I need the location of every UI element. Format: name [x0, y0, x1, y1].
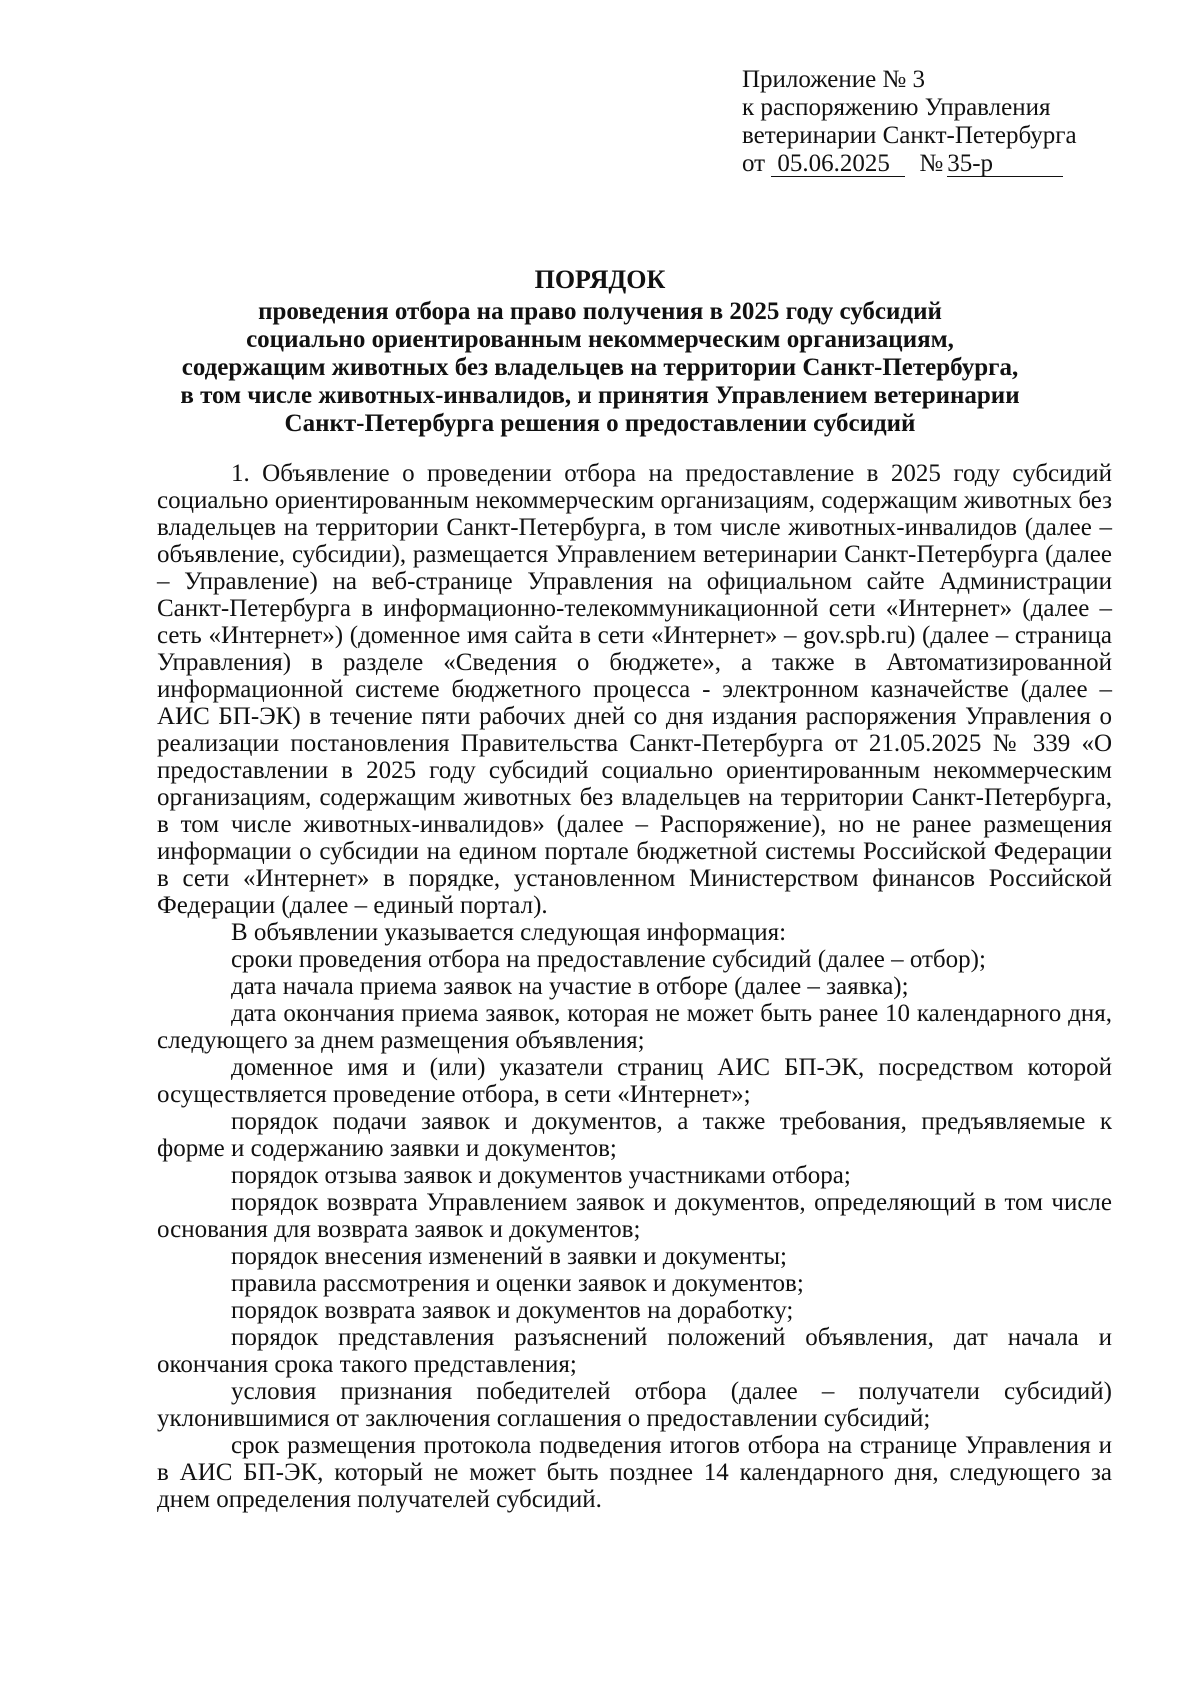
document-body: [157, 460, 1112, 1513]
order-number: 35-р: [947, 152, 1063, 177]
list-item: правила рассмотрения и оценки заявок и документов;: [231, 1270, 804, 1297]
list-item: порядок внесения изменений в заявки и документы;: [231, 1243, 787, 1270]
list-item: порядок возврата Управлением заявок и документов, определяющий в том числе основания для возврата заявок и документов;: [157, 1189, 1112, 1243]
order-date: 05.06.2025: [771, 152, 905, 177]
appendix-date-line: [742, 150, 1122, 178]
list-item: порядок отзыва заявок и документов участниками отбора;: [231, 1162, 851, 1189]
appendix-line-1: Приложение № 3: [742, 66, 926, 93]
list-item: доменное имя и (или) указатели страниц АИС БП-ЭК, посредством которой осуществляется проведение отбора, в сети «Интернет»;: [157, 1054, 1112, 1108]
list-item: условия признания победителей отбора (далее – получатели субсидий) уклонившимися от заключения соглашения о предоставлении субсидий;: [157, 1378, 1112, 1432]
paragraph: В объявлении указывается следующая информация:: [231, 919, 787, 946]
from-label: от: [742, 150, 766, 177]
list-item: порядок возврата заявок и документов на доработку;: [231, 1297, 794, 1324]
list-item: дата начала приема заявок на участие в отборе (далее – заявка);: [231, 973, 909, 1000]
title-line: проведения отбора на право получения в 2025 году субсидий: [258, 298, 942, 325]
appendix-line-3: ветеринарии Санкт-Петербурга: [742, 122, 1077, 149]
document-title: [150, 266, 1050, 438]
appendix-line-2: к распоряжению Управления: [742, 94, 1051, 121]
number-label: №: [919, 150, 944, 177]
list-item: порядок подачи заявок и документов, а также требования, предъявляемые к форме и содержанию заявки и документов;: [157, 1108, 1112, 1162]
list-item: дата окончания приема заявок, которая не может быть ранее 10 календарного дня, следующего за днем размещения объявления;: [157, 1000, 1112, 1054]
list-item: срок размещения протокола подведения итогов отбора на странице Управления и в АИС БП-ЭК, который не может быть позднее 14 календарного дня, следующего за днем определения получателей субсидий.: [157, 1432, 1112, 1513]
list-item: сроки проведения отбора на предоставление субсидий (далее – отбор);: [231, 946, 986, 973]
list-item: порядок представления разъяснений положений объявления, дат начала и окончания срока такого представления;: [157, 1324, 1112, 1378]
title-line: содержащим животных без владельцев на территории Санкт-Петербурга,: [181, 354, 1019, 381]
title-heading: ПОРЯДОК: [534, 265, 666, 294]
title-line: социально ориентированным некоммерческим организациям,: [246, 326, 954, 353]
paragraph-1: 1. Объявление о проведении отбора на предоставление в 2025 году субсидий социально ориентированным некоммерческим организациям, содержащим животных без владельцев на территории Санкт-Петербурга, в том числе животных-инвалидов (далее – объявление, субсидии), размещается Управлением ветеринарии Санкт-Петербурга (далее – Управление) на веб-странице Управления на официальном сайте Администрации Санкт-Петербурга в информационно-телекоммуникационной сети «Интернет» (далее – сеть «Интернет») (доменное имя сайта в сети «Интернет» – gov.spb.ru) (далее – страница Управления) в разделе «Сведения о бюджете», а также в Автоматизированной информационной системе бюджетного процесса - электронном казначействе (далее – АИС БП-ЭК) в течение пяти рабочих дней со дня издания распоряжения Управления о реализации постановления Правительства Санкт-Петербурга от 21.05.2025 № 339 «О предоставлении в 2025 году субсидий социально ориентированным некоммерческим организациям, содержащим животных без владельцев на территории Санкт-Петербурга, в том числе животных-инвалидов» (далее – Распоряжение), но не ранее размещения информации о субсидии на едином портале бюджетной системы Российской Федерации в сети «Интернет» в порядке, установленном Министерством финансов Российской Федерации (далее – единый портал).: [157, 460, 1112, 919]
title-line: в том числе животных-инвалидов, и принятия Управлением ветеринарии: [180, 382, 1020, 409]
title-line: Санкт-Петербурга решения о предоставлении субсидий: [284, 410, 916, 437]
appendix-reference: [742, 66, 1122, 178]
